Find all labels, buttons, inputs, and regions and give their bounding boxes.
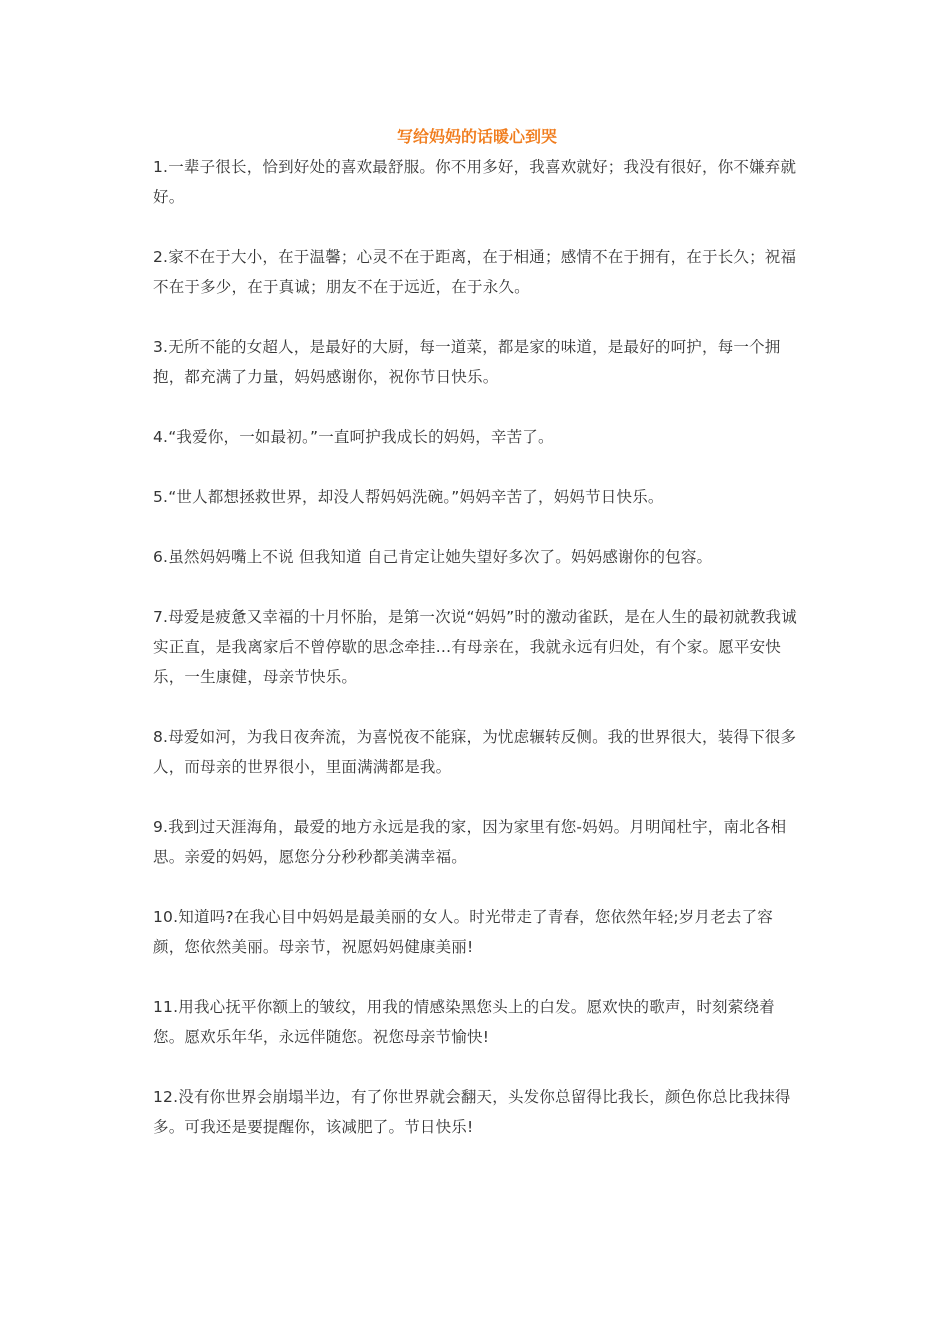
- paragraph-6: 6.虽然妈妈嘴上不说 但我知道 自己肯定让她失望好多次了。妈妈感谢你的包容。: [153, 548, 713, 566]
- paragraph-3: 3.无所不能的女超人，是最好的大厨，每一道菜，都是家的味道，是最好的呵护，每一个拥抱，都充满了力量，妈妈感谢你，祝你节日快乐。: [153, 338, 781, 386]
- paragraph-8: 8.母爱如河，为我日夜奔流，为喜悦夜不能寐，为忧虑辗转反侧。我的世界很大，装得下很多人，而母亲的世界很小，里面满满都是我。: [153, 728, 797, 776]
- paragraph-11: 11.用我心抚平你额上的皱纹，用我的情感染黑您头上的白发。愿欢快的歌声，时刻萦绕着您。愿欢乐年华，永远伴随您。祝您母亲节愉快!: [153, 998, 775, 1046]
- paragraph-7: 7.母爱是疲惫又幸福的十月怀胎，是第一次说“妈妈”时的激动雀跃，是在人生的最初就教我诚实正直，是我离家后不曾停歇的思念牵挂…有母亲在，我就永远有归处，有个家。愿平安快乐，一生康健，母亲节快乐。: [153, 608, 797, 686]
- paragraph-9: 9.我到过天涯海角，最爱的地方永远是我的家，因为家里有您-妈妈。月明闻杜宇，南北各相思。亲爱的妈妈，愿您分分秒秒都美满幸福。: [153, 818, 787, 866]
- paragraph-4: 4.“我爱你，一如最初。”一直呵护我成长的妈妈，辛苦了。: [153, 428, 554, 446]
- paragraph-2: 2.家不在于大小，在于温馨；心灵不在于距离，在于相通；感情不在于拥有，在于长久；祝福不在于多少，在于真诚；朋友不在于远近，在于永久。: [153, 248, 797, 296]
- paragraph-10: 10.知道吗?在我心目中妈妈是最美丽的女人。时光带走了青春，您依然年轻;岁月老去了容颜，您依然美丽。母亲节，祝愿妈妈健康美丽!: [153, 908, 774, 956]
- paragraph-1: 1.一辈子很长，恰到好处的喜欢最舒服。你不用多好，我喜欢就好；我没有很好，你不嫌弃就好。: [153, 158, 797, 206]
- document-page: [153, 122, 801, 1172]
- paragraph-12: 12.没有你世界会崩塌半边，有了你世界就会翻天，头发你总留得比我长，颜色你总比我抹得多。可我还是要提醒你，该减肥了。节日快乐!: [153, 1088, 791, 1136]
- document-title: 写给妈妈的话暖心到哭: [396, 127, 557, 146]
- paragraph-5: 5.“世人都想拯救世界，却没人帮妈妈洗碗。”妈妈辛苦了，妈妈节日快乐。: [153, 488, 664, 506]
